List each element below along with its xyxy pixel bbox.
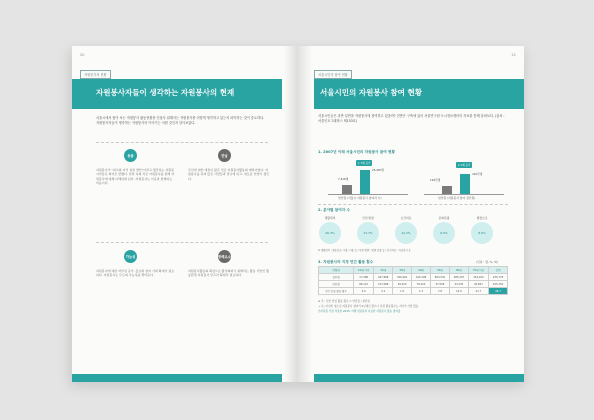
- page-title: 서울시민의 자원봉사 참여 현황: [320, 88, 423, 97]
- table-header: 30대: [393, 267, 412, 274]
- increase-callout: 2.1배 증가: [458, 164, 471, 167]
- table-cell: 21.7: [468, 288, 488, 295]
- table-cell: 20,847: [468, 281, 488, 288]
- chart-caption: 연인원 (서울시 자원봉사 참여자 수): [338, 196, 382, 200]
- table-cell: 86,121: [354, 281, 374, 288]
- table-header: 20대: [374, 267, 393, 274]
- table-header-row: [319, 267, 508, 274]
- table-cell: 407,988: [374, 274, 393, 281]
- bar-chart-left: [328, 158, 408, 195]
- table-cell: 100,198: [412, 274, 431, 281]
- divider: [96, 242, 268, 243]
- divider: [96, 142, 268, 143]
- table-header: 50대: [431, 267, 450, 274]
- block-text: 자원봉사활동의 확장으로 활성화되기 위해서는 활동 기반인 활동환경 자원봉사 인프라 확대가 필요하다.: [188, 269, 270, 278]
- block-text: 자원봉사가 "최고의 지식 실천 방안"이라고 생각하는 자원봉사자들은 의미로 말했다. 일상 속의 작은 자원봉사를 통해 자원봉사에 대해 이해하게 된다. 자원봉사는 이웃과 함께하는 마음이다.: [96, 168, 175, 186]
- table-cell: 2.1: [374, 288, 393, 295]
- page-gutter: [284, 46, 298, 382]
- chart-caption: 일인원 (자원봉사 참여 실인원): [438, 196, 476, 200]
- table-cell: 326,420: [393, 274, 412, 281]
- bottom-strip: [72, 374, 282, 382]
- bar-value: 410만명: [472, 172, 483, 176]
- data-table: [318, 266, 508, 295]
- bottom-strip: [314, 374, 524, 382]
- table-cell: 14.0: [449, 288, 468, 295]
- bar-2007: [442, 186, 452, 194]
- footnote-highlight: 인자원봉 가장 적용한 2015, 자체 청년봉의 자료한 자원봉사 활동 참여율: [318, 310, 401, 313]
- intro-paragraph: 서울시에서 찾아 보는 자원봉사 활동현황을 인물사 위해서는 자원봉사를 어떻게 생각하고 있는지 파악하는 것이 중요하다. 자원봉사자들이 생각하는 자원봉사의 이야기는 어떤 것인지 알아보았다.: [96, 116, 265, 125]
- block-text: 자원봉사에 대한 자부심 증가, 홍보와 참여 기회 확대가 필요하다. 자원봉사는 모두의 가능성을 열어준다.: [96, 269, 175, 278]
- table-cell: 230,778: [489, 274, 508, 281]
- bar-value: 25,487명: [372, 168, 384, 172]
- bar-2013: [360, 170, 370, 194]
- ring-label: 안전·방범: [362, 216, 374, 220]
- ring-label: 행정보조: [476, 216, 488, 220]
- section-tag: 자원봉사의 현황: [80, 70, 111, 79]
- section-heading: 1. 2007년 이래 서울시민의 자원봉사 참여 현황: [318, 150, 395, 154]
- left-page: [72, 46, 298, 382]
- footnote: → 년~이내인 청소년 자원봉사 참여가 2년대로 많으나 지정 활동횟수는 지어가 가장 많음: [318, 305, 419, 308]
- table-cell: 78,425: [412, 281, 431, 288]
- table-header: 60대: [449, 267, 468, 274]
- divider: [318, 204, 508, 205]
- ring-value: 8.0%: [471, 222, 493, 244]
- circle-label: 방해요소: [218, 250, 231, 263]
- circle-label: 만남: [218, 149, 231, 162]
- rings-note: ※ 생활편의 : 활동보조, 미용, 이용 등 / 안전·방범 : 방범 순찰 등 / 보건의료 : 의료봉사 등: [318, 249, 411, 252]
- table-cell: 1.3: [412, 288, 431, 295]
- section-tag: 서울시민의 참여 현황: [314, 70, 352, 79]
- bar-value: 193만명: [430, 178, 441, 182]
- table-cell: 57,558: [431, 281, 450, 288]
- ring-label: 보건의료: [400, 216, 412, 220]
- page-title: 자원봉사자들이 생각하는 자원봉사의 현재: [96, 88, 235, 97]
- units-label: (단위 : 명, %, 회): [476, 260, 498, 264]
- table-header: 합계: [489, 267, 508, 274]
- table-header: 연령대: [319, 267, 354, 274]
- footnote: ※ 주 : 인산 인입 활동 횟수 = 연인원 / 실인원: [318, 300, 370, 303]
- right-page: [298, 46, 524, 382]
- page-number: 21: [511, 53, 516, 57]
- ring-value: 26.3%: [319, 222, 341, 244]
- ring-label: 생활편의: [324, 216, 336, 220]
- table-cell-highlight: 26.7: [489, 288, 508, 295]
- section-heading: 2. 분야별 참여자 수: [318, 208, 350, 212]
- table-cell: 803,532: [431, 274, 450, 281]
- page-number: 20: [80, 53, 85, 57]
- ring-value: 6.9%: [433, 222, 455, 244]
- table-cell: 연간 인당 활동 횟수: [319, 288, 354, 295]
- table-cell: 1.5: [393, 288, 412, 295]
- bar-chart-right: [424, 158, 504, 195]
- table-cell: 5.0: [354, 288, 374, 295]
- table-header: 70대 이상: [468, 267, 488, 274]
- table-cell: 7.8: [431, 288, 450, 295]
- table-row: [319, 288, 508, 295]
- ring-value: 12.2%: [395, 222, 417, 244]
- table-cell: 33,235: [449, 281, 468, 288]
- table-cell: 525,150: [489, 281, 508, 288]
- table-cell: 17,288: [354, 274, 374, 281]
- ring-value: 13.7%: [357, 222, 379, 244]
- table-cell: 217,088: [374, 281, 393, 288]
- circle-label: 동참: [124, 149, 137, 162]
- table-row: [319, 281, 508, 288]
- table-header: 10대 이하: [354, 267, 374, 274]
- table-cell: 연인원: [319, 281, 354, 288]
- bar-value: 7,418명: [338, 177, 349, 181]
- table-cell: 454,160: [468, 274, 488, 281]
- increase-callout: 1.7배 증가: [358, 162, 371, 165]
- block-text: 주신에 대한 애정이 많은 것은 자원봉사활동의 매력이었다. 자원봉사를 하며 많은 사람들과 만나게 되고, 새로운 인연이 생긴다.: [188, 168, 270, 181]
- circle-label: 가능성: [124, 250, 137, 263]
- table-cell: 실인원: [319, 274, 354, 281]
- table-row: [319, 274, 508, 281]
- intro-paragraph: 서울시민들은 과반 일반을 자원봉사에 참여하고 있을까? 전반은 구축에 있어 서울연구원 도시정보센터의 자료를 통해 살펴보다. (출처 : 서울인포그래픽스 제153호): [318, 114, 505, 123]
- bar-2007: [342, 185, 352, 194]
- ring-label: 문화관광: [438, 216, 450, 220]
- table-cell: 56,915: [393, 281, 412, 288]
- table-cell: 485,470: [449, 274, 468, 281]
- section-heading: 3. 자원봉사자 지정 연간 활동 횟수: [318, 260, 374, 264]
- page-gutter: [298, 46, 312, 382]
- bar-2013: [460, 174, 470, 194]
- table-header: 40대: [412, 267, 431, 274]
